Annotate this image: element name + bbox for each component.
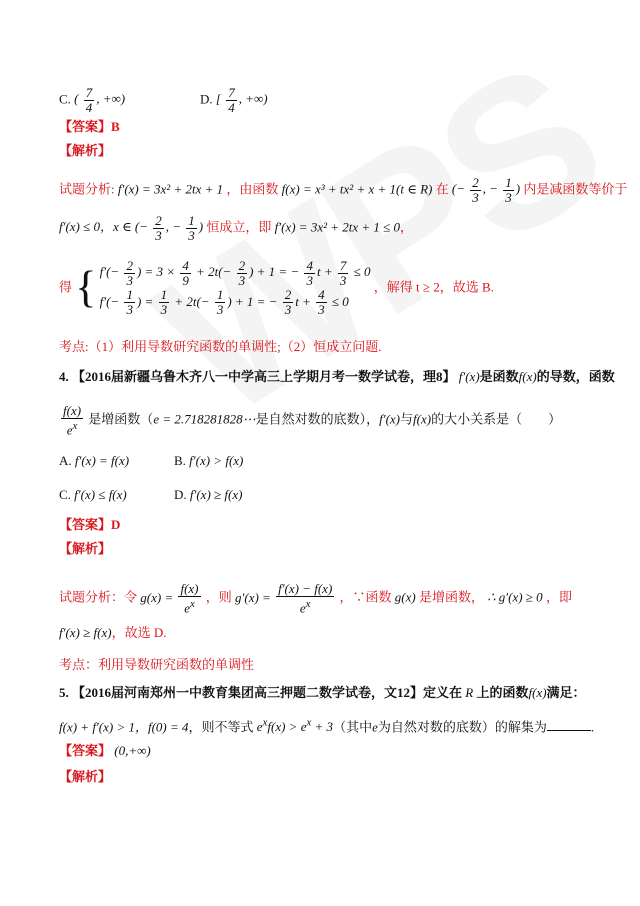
question-number: 5. bbox=[59, 685, 69, 700]
q4-option-c: C. f′(x) ≤ f(x) bbox=[59, 487, 127, 502]
q5-stem-line1: 5. 【2016届河南郑州一中教育集团高三押题二数学试卷，文12】定义在 R 上的函数f(x)满足： bbox=[59, 685, 586, 700]
answer-blank bbox=[547, 718, 591, 731]
q5-analysis-header: 【解析】 bbox=[59, 769, 112, 784]
option-c-math: ( $\frac{7}{4}$ , +∞) bbox=[74, 85, 126, 115]
q3-analysis-line2: f′(x) ≤ 0，x ∈ (− $\frac{2}{3}$ , − $\frac{1}{3}$ ) 恒成立，即 f′(x) = 3x² + 2tx + 1 ≤ 0， bbox=[59, 213, 414, 243]
option-label: D. bbox=[200, 91, 213, 107]
q4-stem-line2: $\frac{f(x)}{e^x}$ 是增函数（e = 2.718281828⋯是自然对数的底数），f′(x)与f(x)的大小关系是（ ） bbox=[63, 403, 562, 438]
q3-option-d bbox=[200, 86, 268, 115]
q5-answer: 【答案】 (0,+∞) bbox=[59, 743, 151, 758]
q3-system: 得 { f′(− $\frac{2}{3}$ ) = 3 × $\frac{4}{9}$ + 2t(− $\frac{2}{3}$ ) + 1 = − $\frac{4}{3}$ t + $\frac{7}{3}$ ≤ 0 f′(− $\frac{1}{3}$ ) = $\frac{1}{3}$ + 2t(− $\frac{1}{3}$ ) + 1 = − $\frac{2}{3}$ t + $\frac{4}{3}$ ≤ 0 ，解得 t ≥ 2，故选 B. bbox=[59, 257, 494, 318]
question-source: 【2016届河南郑州一中教育集团高三押题二数学试卷，文12】 bbox=[72, 685, 424, 700]
q3-point: 考点:（1）利用导数研究函数的单调性;（2）恒成立问题. bbox=[59, 339, 382, 354]
q4-analysis-line2: f′(x) ≥ f(x)，故选 D. bbox=[59, 625, 167, 640]
q3-analysis-line1: 试题分析: f′(x) = 3x² + 2tx + 1 ，由函数 f(x) = x³ + tx² + x + 1(t ∈ R) 在 (− $\frac{2}{3}$ , − $\frac{1}{3}$ ) 内是减函数等价于 bbox=[59, 175, 628, 205]
option-label: C. bbox=[59, 91, 71, 107]
q4-option-b: B. f′(x) > f(x) bbox=[174, 453, 244, 468]
q4-option-d: D. f′(x) ≥ f(x) bbox=[174, 487, 243, 502]
q4-stem-line1: 4. 【2016届新疆乌鲁木齐八一中学高三上学期月考一数学试卷，理8】 f′(x)是函数f(x)的导数，函数 bbox=[59, 369, 615, 384]
q3-analysis-header: 【解析】 bbox=[59, 143, 112, 158]
q3-option-c bbox=[59, 86, 125, 115]
q5-stem-line2: f(x) + f′(x) > 1，f(0) = 4，则不等式 $e^xf(x) > e^x + 3$（其中e为自然对数的底数）的解集为 . bbox=[59, 717, 595, 735]
q4-point: 考点：利用导数研究函数的单调性 bbox=[59, 657, 255, 672]
question-number: 4. bbox=[59, 369, 69, 384]
q4-analysis-line1: 试题分析：令 g(x) = $\frac{f(x)}{e^x}$ ，则 g′(x) = $\frac{f'(x) - f(x)}{e^x}$ ，∵函数 g(x) 是增函数， ∴ g′(x) ≥ 0 ，即 bbox=[59, 581, 572, 616]
question-source: 【2016届新疆乌鲁木齐八一中学高三上学期月考一数学试卷，理8】 bbox=[72, 369, 456, 384]
q4-option-a: A. f′(x) = f(x) bbox=[59, 453, 130, 468]
q4-answer: 【答案】D bbox=[59, 517, 121, 532]
option-d-math: [ $\frac{7}{4}$ , +∞) bbox=[215, 85, 268, 115]
q3-answer: 【答案】B bbox=[59, 119, 120, 134]
q4-analysis-header: 【解析】 bbox=[59, 541, 112, 556]
